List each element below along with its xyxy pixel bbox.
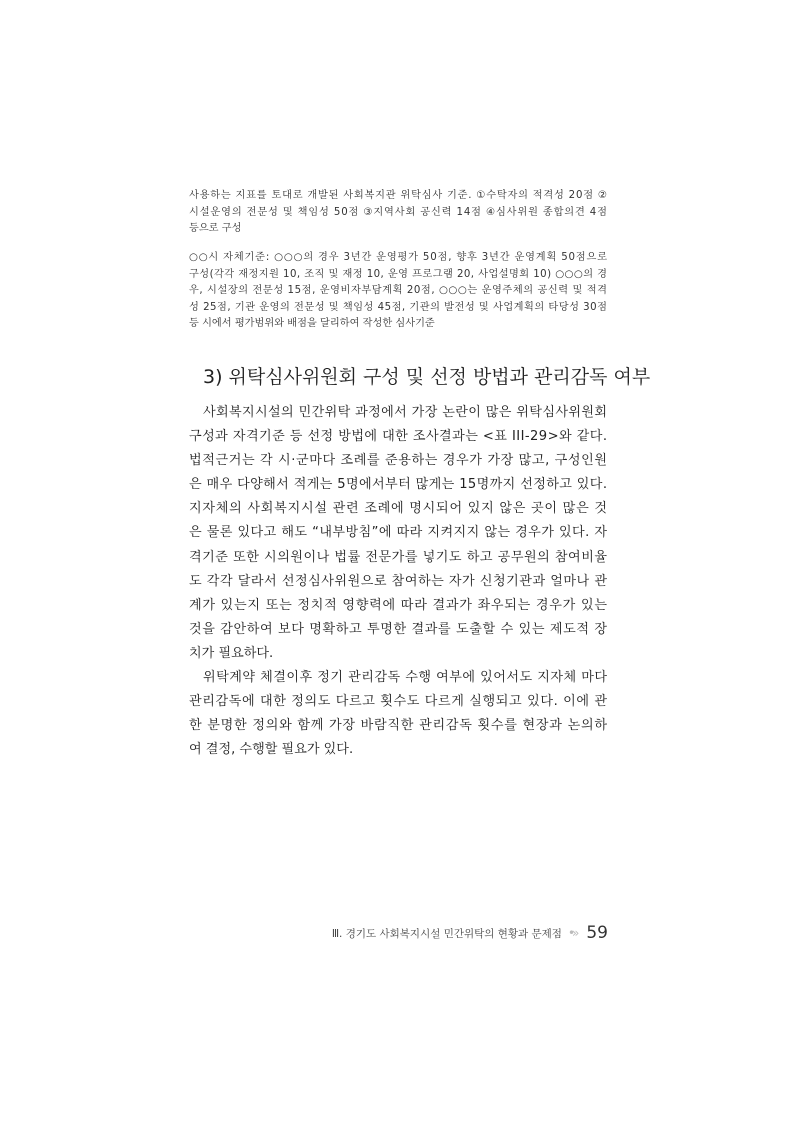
footnote-criteria-1: [189, 188, 607, 238]
text-line: 사회복지시설의 민간위탁 과정에서 가장 논란이 많은 위탁심사위원회: [203, 405, 608, 420]
text-line: 은 물론 있다고 해도 “내부방침”에 따라 지켜지지 않는 경우가 있다. 자: [189, 525, 608, 541]
text-line: 치가 필요하다.: [189, 645, 274, 661]
text-line: 성 25점, 기관 운영의 전문성 및 책임성 45점, 기관의 발전성 및 사업계획의 타당성 30점: [189, 301, 608, 313]
text-line: 지자체의 사회복지시설 관련 조례에 명시되어 있지 않은 곳이 많은 것: [189, 501, 608, 517]
text-line: 여 결정, 수행할 필요가 있다.: [189, 742, 354, 758]
text-line: 계가 있는지 또는 정치적 영향력에 따라 결과가 좌우되는 경우가 있는: [189, 597, 608, 613]
footnote-criteria-2: [189, 250, 607, 333]
text-line: 등으로 구성: [189, 223, 242, 234]
text-line: 우, 시설장의 전문성 15점, 운영비자부담계획 20점, ○○○는 운영주체의 공신력 및 적격: [189, 285, 608, 296]
body-paragraph-1: [189, 401, 607, 666]
text-line: ○○시 자체기준: ○○○의 경우 3년간 운영평가 50점, 향후 3년간 운영계획 50점으로: [189, 252, 608, 263]
text-line: 등 시에서 평가범위와 배점을 달리하여 작성한 심사기준: [189, 318, 435, 329]
text-line: 위탁계약 체결이후 정기 관리감독 수행 여부에 있어서도 지자체 마다: [203, 670, 608, 685]
page-footer: [331, 922, 608, 944]
text-line: 한 분명한 정의와 함께 가장 바람직한 관리감독 횟수를 현장과 논의하: [189, 718, 608, 734]
text-line: 법적근거는 각 시·군마다 조례를 준용하는 경우가 가장 많고, 구성인원: [189, 453, 608, 469]
page-number: 59: [586, 923, 608, 943]
text-line: 사용하는 지표를 토대로 개발된 사회복지관 위탁심사 기준. ①수탁자의 적격성 20점 ②: [189, 190, 608, 201]
section-heading: 3) 위탁심사위원회 구성 및 선정 방법과 관리감독 여부: [203, 366, 651, 388]
text-line: 시설운영의 전문성 및 책임성 50점 ③지역사회 공신력 14점 ④심사위원 종합의견 4점: [189, 206, 608, 218]
body-paragraph-2: [189, 666, 607, 762]
text-line: 구성(각각 재정지원 10, 조직 및 재정 10, 운영 프로그램 20, 사업설명회 10) ○○○의 경: [189, 268, 608, 280]
running-footer-title: Ⅲ. 경기도 사회복지시설 민간위탁의 현황과 문제점: [331, 927, 562, 940]
text-line: 은 매우 다양해서 적게는 5명에서부터 많게는 15명까지 선정하고 있다.: [189, 477, 608, 493]
text-line: 관리감독에 대한 정의도 다르고 횟수도 다르게 실행되고 있다. 이에 관: [189, 694, 608, 710]
text-line: 것을 감안하여 보다 명확하고 투명한 결과를 도출할 수 있는 제도적 장: [189, 621, 608, 637]
text-line: 도 각각 달라서 선정심사위원으로 참여하는 자가 신청기관과 얼마나 관: [189, 573, 608, 589]
text-line: 격기준 또한 시의원이나 법률 전문가를 넣기도 하고 공무원의 참여비율: [189, 549, 608, 565]
double-chevron-icon: •»: [567, 926, 577, 940]
text-line: 구성과 자격기준 등 선정 방법에 대한 조사결과는 <표 III-29>와 같다.: [189, 429, 608, 445]
